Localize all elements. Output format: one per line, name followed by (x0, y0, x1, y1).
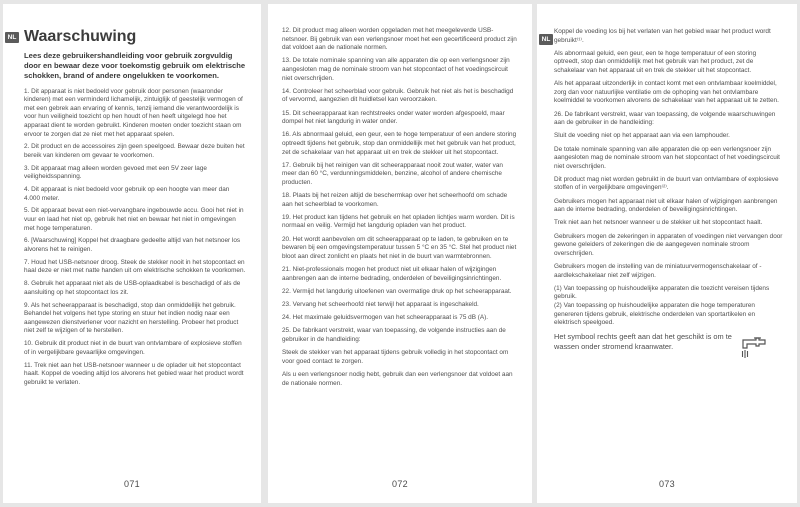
warning-breaker: Gebruikers mogen de instelling van de miniatuurvermogenschakelaar of -aardlekschakelaar niet zelf wijzigen. (554, 263, 762, 279)
instruction-disconnect: Koppel de voeding los bij het verlaten van het gebied waar het product wordt gebruikt⁽¹⁾. (554, 28, 771, 44)
warning-fuses: Gebruikers mogen de zekeringen in apparaten of voedingen niet vervangen door gewone geleiders of zekeringen die de aangegeven nominale stroom overschrijden. (554, 232, 783, 257)
warning-item-13: 13. De totale nominale spanning van alle apparaten die op een verlengsnoer zijn aangesloten mag de nominale stroom van het stopcontact of het voedingscircuit niet overschrijden. (282, 57, 510, 82)
warning-item-16: 16. Als abnormaal geluid, een geur, een te hoge temperatuur of een andere storing optreedt tijdens het gebruik, stop dan onmiddellijk met het gebruik van het product, zet de schakelaar van het apparaat uit en trek de stekker uit het stopcontact. (282, 131, 517, 156)
footnote-1: (1) Van toepassing op huishoudelijke apparaten die toezicht vereisen tijdens gebruik. (554, 284, 770, 301)
wash-symbol-row (554, 332, 783, 360)
warning-item-23: 23. Vervang het scheerhoofd niet terwijl het apparaat is ingeschakeld. (282, 300, 479, 308)
language-tag: NL (5, 32, 19, 43)
page-title: Waarschuwing (24, 28, 137, 45)
warning-item-9: 9. Als het scheerapparaat is beschadigd, stop dan onmiddellijk het gebruik. Behandel het volgens het type storing en stuur het indien nodig naar een aangewezen dienstverlener voor nazicht en herstelling. Probeer het product niet zelf te wijzigen of te herstellen. (24, 301, 239, 335)
page-073-content (554, 28, 783, 360)
instruction-extension-cord: Als u een verlengsnoer nodig hebt, gebruik dan een verlengsnoer dat voldoet aan de nationale normen. (282, 370, 513, 387)
warning-item-3: 3. Dit apparaat mag alleen worden gevoed met een 5V zeer lage veiligheidsspanning. (24, 164, 207, 181)
warning-item-10: 10. Gebruik dit product niet in de buurt van ontvlambare of explosieve stoffen of in vergelijkbare gevaarlijke omgevingen. (24, 340, 242, 356)
warning-item-8: 8. Gebruik het apparaat niet als de USB-oplaadkabel is beschadigd of als de aansluiting op het stopcontact los zit. (24, 280, 241, 296)
warning-disassembly: Gebruikers mogen het apparaat niet uit elkaar halen of wijzigingen aanbrengen aan de interne bedrading, onderdelen of beveiligingsinrichtingen. (554, 197, 778, 214)
warning-item-5: 5. Dit apparaat bevat een niet-vervangbare ingebouwde accu. Gooi het niet in vuur en laad het niet op, gebruik het niet en bewaar het niet in omgevingen met hoge temperaturen. (24, 207, 244, 232)
warning-item-19: 19. Het product kan tijdens het gebruik en het opladen lichtjes warm worden. Dit is normaal en veilig. Vermijd het langdurig opladen van het product. (282, 213, 515, 230)
page-number: 072 (392, 479, 408, 489)
warning-item-25: 25. De fabrikant verstrekt, waar van toepassing, de volgende instructies aan de gebruiker in de handleiding: (282, 327, 506, 343)
page-071 (3, 4, 261, 503)
warning-item-22: 22. Vermijd het langdurig uitoefenen van overmatige druk op het scheerapparaat. (282, 287, 512, 295)
warning-item-4: 4. Dit apparaat is niet bedoeld voor gebruik op een hoogte van meer dan 4.000 meter. (24, 186, 230, 202)
warning-item-21: 21. Niet-professionals mogen het product niet uit elkaar halen of wijzigingen aanbrengen aan de interne bedrading, onderdelen of beveiligingsinrichtingen. (282, 266, 502, 282)
warning-item-24: 24. Het maximale geluidsvermogen van het scheerapparaat is 75 dB (A). (282, 314, 489, 322)
warning-item-18: 18. Plaats bij het reizen altijd de beschermkap over het scheerhoofd om schade aan het scheerblad te voorkomen. (282, 192, 508, 208)
warning-total-voltage: De totale nominale spanning van alle apparaten die op een verlengsnoer zijn aangesloten mag de nominale stroom van het stopcontact of het voedingscircuit niet overschrijden. (554, 145, 780, 170)
intro-text: Lees deze gebruikershandleiding voor gebruik zorgvuldig door en bewaar deze voor toekomstig gebruik om elektrische schokken, brand of andere ongelukken te voorkomen. (24, 51, 246, 81)
warning-pull-cord: Trek niet aan het netsnoer wanneer u de stekker uit het stopcontact haalt. (554, 219, 763, 227)
page-073 (537, 4, 797, 503)
page-number: 071 (124, 479, 140, 489)
warning-item-7: 7. Houd het USB-netsnoer droog. Steek de stekker nooit in het stopcontact en haal deze er niet met natte handen uit om elektrische schokken te voorkomen. (24, 258, 246, 275)
warning-flammable: Dit product mag niet worden gebruikt in de buurt van ontvlambare of explosieve stoffen of in vergelijkbare omgevingen⁽²⁾. (554, 175, 779, 192)
warning-item-11: 11. Trek niet aan het USB-netsnoer wanneer u de oplader uit het stopcontact haalt. Koppel de voeding altijd los alvorens het gebied waar het product wordt gebruikt te verlaten. (24, 361, 244, 386)
warning-item-12: 12. Dit product mag alleen worden opgeladen met het meegeleverde USB-netsnoer. Bij gebruik van een verlengsnoer moet het een gecertificeerd product zijn dat voldoet aan de nationale normen. (282, 27, 517, 52)
warning-item-15: 15. Dit scheerapparaat kan rechtstreeks onder water worden afgespoeld, maar dompel het niet langdurig in water onder. (282, 109, 505, 126)
footnote-2: (2) Van toepassing op huishoudelijke apparaten die hoge temperaturen genereren tijdens gebruik, elektrische onderdelen van sportartikelen en elektrisch speelgoed. (554, 301, 756, 327)
language-tag: NL (539, 34, 553, 45)
symbol-description: Het symbool rechts geeft aan dat het geschikt is om te wassen onder stromend kraanwater. (554, 332, 732, 352)
page-072-content (282, 27, 518, 393)
warning-item-2: 2. Dit product en de accessoires zijn geen speelgoed. Bewaar deze buiten het bereik van kinderen om gevaar te voorkomen. (24, 143, 245, 159)
page-071-content (24, 28, 247, 391)
warning-item-17: 17. Gebruik bij het reinigen van dit scheerapparaat nooit zout water, water van meer dan 60 °C, verdunningsmiddelen, benzine, alcohol of andere chemische producten. (282, 161, 503, 186)
warning-item-6: 6. [Waarschuwing] Koppel het draagbare gedeelte altijd van het netsnoer los alvorens het te reinigen. (24, 237, 241, 254)
warning-item-14: 14. Controleer het scheerblad voor gebruik. Gebruik het niet als het is beschadigd of vervormd, aangezien dit huidletsel kan veroorzaken. (282, 87, 514, 104)
instruction-refrigerant: Als het apparaat uitzonderlijk in contact komt met een ontvlambaar koelmiddel, zorg dan voor natuurlijke ventilatie om de ophoping van het ontvlambare koelmiddel te voorkomen alvorens de schakelaar van het apparaat uit te zetten. (554, 80, 779, 105)
page-072 (268, 4, 532, 503)
warning-item-26: 26. De fabrikant verstrekt, waar van toepassing, de volgende waarschuwingen aan de gebruiker in de handleiding: (554, 110, 776, 127)
page-number: 073 (659, 479, 675, 489)
instruction-abnormal: Als abnormaal geluid, een geur, een te hoge temperatuur of een storing optreedt, stop dan onmiddellijk met het gebruik van het product, zet de schakelaar van het apparaat uit en trek de stekker uit het stopcontact. (554, 49, 757, 74)
warning-item-1: 1. Dit apparaat is niet bedoeld voor gebruik door personen (waaronder kinderen) met een verminderd lichamelijk, zintuiglijk of geestelijk vermogen of met een gebrek aan ervaring of kennis, tenzij iemand die verantwoordelijk is voor hun veiligheid toezicht op hen houdt of hen heeft uitgelegd hoe het apparaat dient te worden gebruikt. Kinderen moeten onder toezicht staan om ervoor te zorgen dat ze niet met het apparaat spelen. (24, 87, 243, 138)
warning-lampholder: Sluit de voeding niet op het apparaat aan via een lamphouder. (554, 132, 730, 140)
instruction-plug-in: Steek de stekker van het apparaat tijdens gebruik volledig in het stopcontact om voor goed contact te zorgen. (282, 349, 509, 365)
warning-item-20: 20. Het wordt aanbevolen om dit scheerapparaat op te laden, te gebruiken en te bewaren bij een omgevingstemperatuur tussen 5 °C en 35 °C. Stel het product niet bloot aan direct zonlicht en plaats het niet in de buurt van warmtebronnen. (282, 235, 517, 260)
faucet-water-icon (740, 334, 768, 360)
